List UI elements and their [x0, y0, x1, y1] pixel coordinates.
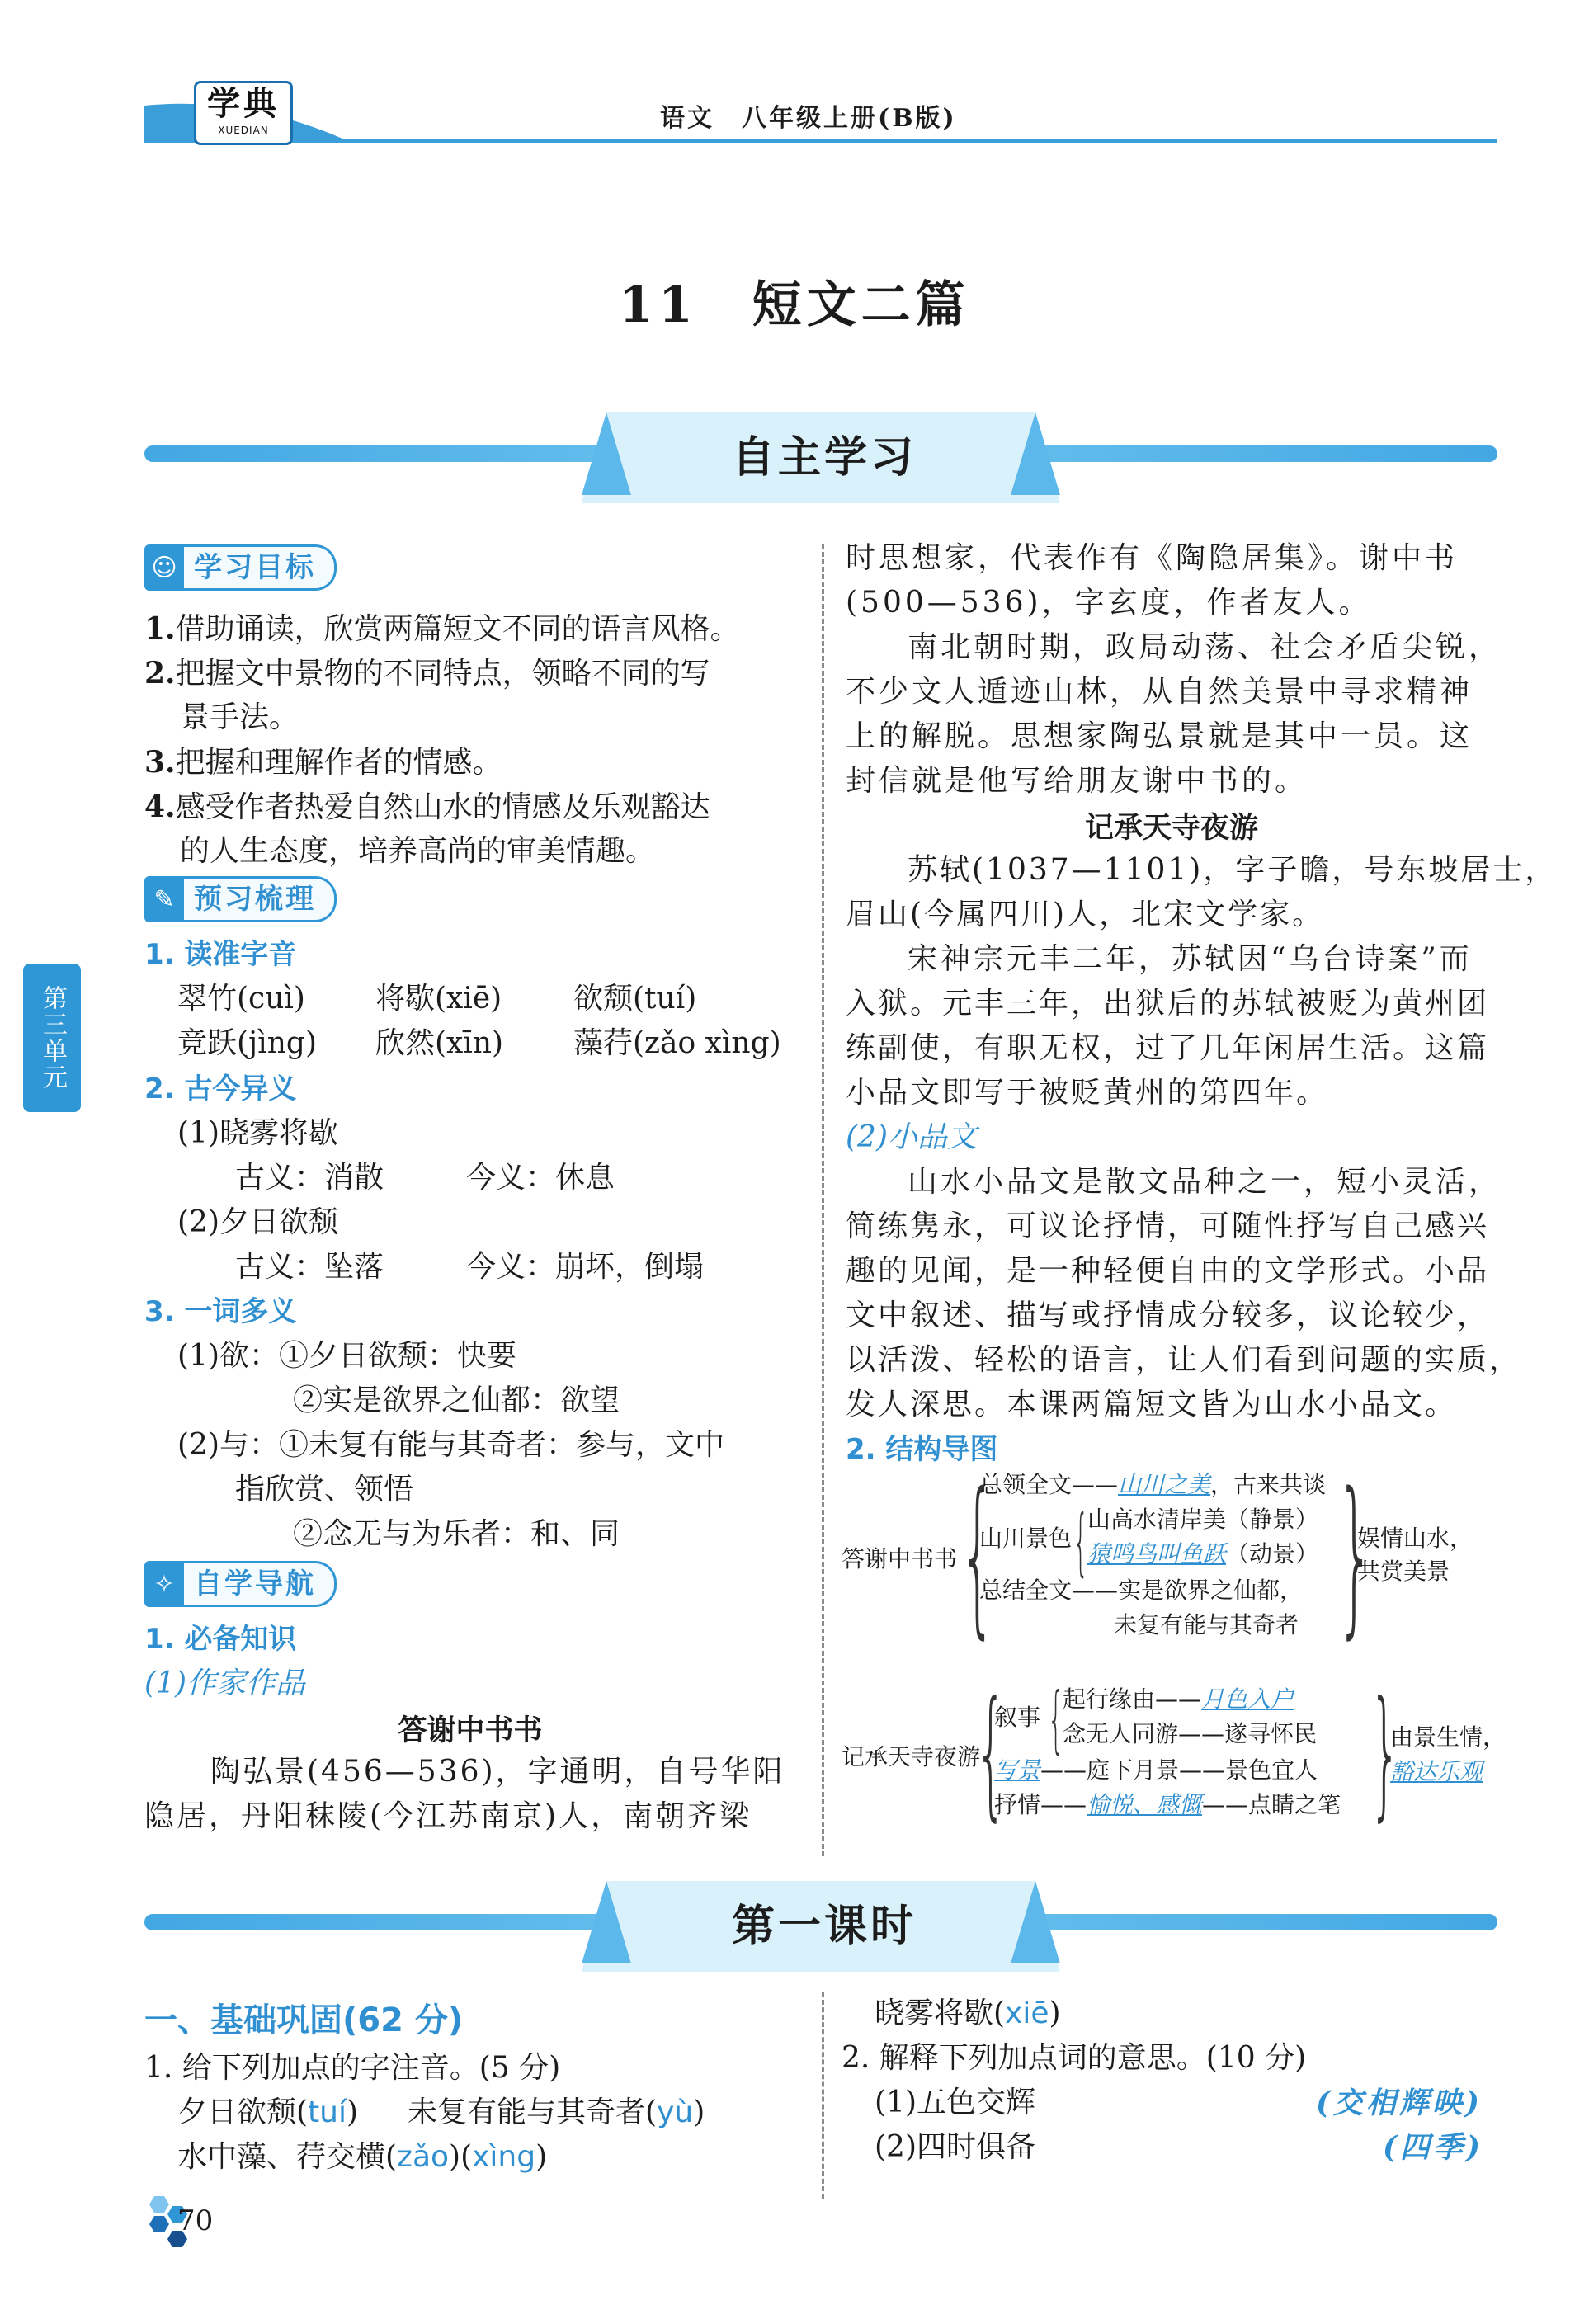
logo-text: 学典	[207, 84, 280, 123]
banner-title: 自主学习	[732, 432, 917, 483]
paragraph-line: 文中叙述、描写或抒情成分较多，议论较少，	[846, 1299, 1490, 1332]
pinyin-item: 竞跃(jìng)	[177, 1026, 317, 1060]
map-summary: 总结全文——实是欲界之仙都，	[979, 1577, 1304, 1604]
question-1-row-2	[177, 2135, 547, 2180]
banner-title: 第一课时	[732, 1901, 917, 1951]
q-text: )	[1049, 1996, 1061, 2030]
q-text: 夕日欲颓(	[177, 2095, 309, 2129]
map-text: 抒情——	[994, 1791, 1087, 1818]
brace: {	[1073, 1499, 1089, 1584]
badge-learning-goals	[144, 544, 337, 591]
badge-label: 自学导航	[184, 1561, 337, 1607]
polysemy-line: 指欣赏、领悟	[235, 1473, 414, 1506]
map-answer: 愉悦、感慨	[1087, 1791, 1203, 1818]
pencil-icon: ✎	[144, 876, 184, 922]
badge-label: 预习梳理	[184, 876, 337, 922]
mind-map-2	[842, 1671, 1506, 1848]
question-2-answer-2: (四季)	[1383, 2130, 1484, 2165]
paragraph-line: 宋神宗元丰二年，苏轼因“乌台诗案”而	[908, 942, 1473, 976]
map-narrate-1	[1063, 1683, 1294, 1716]
person-icon: ☺	[144, 544, 184, 591]
ancient-title: 2. 古今异义	[144, 1072, 297, 1105]
book-title: 语文 八年级上册(B版)	[660, 104, 957, 133]
unit-side-tab: 第三单元	[23, 964, 81, 1112]
ancient-meaning-1	[235, 1156, 615, 1200]
map-answer: 写景	[994, 1756, 1041, 1784]
map-describe	[994, 1754, 1318, 1787]
paragraph-line: 小品文即写于被贬黄州的第四年。	[846, 1076, 1329, 1110]
polysemy-line: ②念无与为乐者：和、同	[293, 1517, 620, 1551]
ancient-item-2: (2)夕日欲颓	[177, 1205, 338, 1239]
header-rule	[144, 139, 1497, 143]
map-root: 答谢中书书	[842, 1545, 958, 1572]
brace: {	[1048, 1676, 1064, 1761]
author-works-title: (1)作家作品	[144, 1666, 305, 1700]
paragraph-line: 不少文人遁迹山林，从自然美景中寻求精神	[846, 675, 1473, 709]
old-meaning: 古义：消散	[235, 1161, 384, 1195]
map-text: 总领全文——	[979, 1471, 1119, 1498]
map-summary-cont: 未复有能与其奇者	[1114, 1611, 1299, 1638]
goal-2-cont: 景手法。	[180, 700, 299, 734]
paragraph-line: 发人深思。本课两篇短文皆为山水小品文。	[846, 1388, 1458, 1421]
pinyin-item: 翠竹(cuì)	[177, 982, 305, 1016]
paragraph-line: 山水小品文是散文品种之一，短小灵活，	[908, 1165, 1502, 1199]
polysemy-line: ②实是欲界之仙都：欲望	[293, 1384, 620, 1417]
paragraph-line: 入狱。元丰三年，出狱后的苏轼被贬为黄州团	[846, 987, 1490, 1021]
paragraph-line: 趣的见闻，是一种轻便自由的文学形式。小品	[846, 1254, 1490, 1288]
reading-title: 1. 读准字音	[144, 938, 297, 971]
badge-self-study-nav	[144, 1561, 337, 1607]
goal-2	[144, 651, 710, 696]
brace-close: }	[1370, 1671, 1401, 1835]
goal-1	[144, 606, 740, 652]
map-answer: 猿鸣鸟叫鱼跃	[1087, 1540, 1227, 1567]
paragraph-line: 隐居，丹阳秣陵(今江苏南京)人，南朝齐梁	[144, 1799, 752, 1833]
telescope-icon: ✧	[144, 1561, 184, 1607]
goal-4-cont: 的人生态度，培养高尚的审美情趣。	[180, 834, 656, 868]
work-title: 答谢中书书	[398, 1714, 543, 1747]
section-banner-lesson-one	[144, 1864, 1497, 1988]
question-1-row-3	[875, 1992, 1061, 2036]
q-text: 晓雾将歇(	[875, 1996, 1006, 2030]
goal-num: 4.	[144, 790, 176, 824]
goal-num: 1.	[144, 611, 176, 646]
q-text: )	[535, 2140, 548, 2174]
new-meaning: 今义：崩坏，倒塌	[466, 1250, 705, 1284]
page-number: 70	[177, 2204, 214, 2237]
polysemy-line: (1)欲：①夕日欲颓：快要	[177, 1339, 516, 1373]
paragraph-line: 南北朝时期，政局动荡、社会矛盾尖锐，	[908, 630, 1502, 664]
mind-map-1	[842, 1456, 1502, 1658]
map-text: ——点睛之笔	[1202, 1791, 1341, 1818]
paragraph-line: 时思想家，代表作有《陶隐居集》。谢中书	[846, 541, 1459, 575]
q-answer: xiē	[1005, 1996, 1049, 2030]
polysemy-line: (2)与：①未复有能与其奇者：参与，文中	[177, 1428, 724, 1462]
goal-num: 3.	[144, 745, 176, 780]
q-text: 未复有能与其奇者(	[408, 2095, 658, 2129]
brace: {	[975, 1671, 1007, 1835]
pinyin-item: 将歇(xiē)	[375, 982, 502, 1016]
logo-subtext: XUEDIAN	[218, 125, 269, 136]
map-narrate: 叙事	[994, 1704, 1041, 1731]
q-text: 水中藻、荇交横(	[177, 2140, 398, 2174]
lesson-title: 11 短文二篇	[619, 276, 970, 334]
goal-text: 感受作者热爱自然山水的情感及乐观豁达	[175, 790, 710, 824]
paragraph-line: 眉山(今属四川)人，北宋文学家。	[846, 898, 1325, 931]
q-answer: yù	[657, 2095, 694, 2129]
structure-title: 2. 结构导图	[846, 1433, 998, 1466]
goal-3	[144, 740, 502, 785]
pinyin-row-2	[177, 1021, 781, 1066]
map-text: 由景生情，	[1390, 1723, 1506, 1751]
publisher-logo	[194, 81, 293, 145]
map-text: 起行缘由——	[1063, 1685, 1202, 1713]
map-answer: 山川之美	[1118, 1471, 1211, 1498]
map-answer: 月色入户	[1201, 1685, 1294, 1713]
map-text: （动景）	[1226, 1540, 1319, 1567]
map-text: ，古来共谈	[1210, 1471, 1327, 1498]
badge-preview	[144, 876, 337, 922]
section-banner-self-study	[144, 396, 1497, 520]
q-text: )	[693, 2095, 705, 2129]
question-2-title: 2. 解释下列加点词的意思。(10 分)	[842, 2041, 1307, 2075]
q-answer: zǎo	[397, 2140, 450, 2174]
polysemy-title: 3. 一词多义	[144, 1295, 297, 1328]
map-root: 记承天寺夜游	[842, 1743, 981, 1770]
paragraph-line: 上的解脱。思想家陶弘景就是其中一员。这	[846, 719, 1473, 753]
essay-title: (2)小品文	[846, 1120, 977, 1154]
brace: {	[959, 1456, 997, 1654]
paragraph-line: 封信就是他写给朋友谢中书的。	[846, 764, 1308, 798]
q-answer: tuí	[308, 2095, 347, 2129]
map-overview	[979, 1468, 1326, 1501]
goal-4	[144, 785, 710, 830]
map-answer: 豁达乐观	[1390, 1758, 1483, 1785]
question-2-answer-1: (交相辉映)	[1316, 2086, 1483, 2120]
map-text: 娱情山水，	[1357, 1525, 1473, 1552]
pinyin-item: 藻荇(zǎo xìng)	[573, 1026, 781, 1060]
map-scene-dynamic	[1087, 1538, 1318, 1571]
exercise-section-title: 一、基础巩固(62 分)	[144, 2001, 464, 2039]
paragraph-line: 陶弘景(456—536)，字通明，自号华阳	[210, 1755, 785, 1789]
pinyin-item: 欲颓(tuí)	[573, 982, 697, 1016]
question-2-item-2: (2)四时俱备	[875, 2130, 1035, 2164]
badge-label: 学习目标	[184, 544, 337, 591]
paragraph-line: 练副使，有职无权，过了几年闲居生活。这篇	[846, 1031, 1490, 1065]
ancient-item-1: (1)晓雾将歇	[177, 1116, 338, 1150]
question-1-row-1	[177, 2091, 705, 2135]
question-1-title: 1. 给下列加点的字注音。(5 分)	[144, 2051, 561, 2085]
map-result	[1390, 1720, 1506, 1789]
q-text: )	[346, 2095, 359, 2129]
column-divider	[822, 1992, 824, 2199]
map-text: 共赏美景	[1357, 1558, 1450, 1585]
map-narrate-2: 念无人同游——遂寻怀民	[1063, 1720, 1318, 1747]
map-scene-static: 山高水清岸美（静景）	[1087, 1506, 1319, 1533]
goal-num: 2.	[144, 656, 176, 691]
q-text: )(	[449, 2140, 473, 2174]
goal-text: 借助诵读，欣赏两篇短文不同的语言风格。	[175, 612, 740, 646]
new-meaning: 今义：休息	[466, 1161, 615, 1195]
map-result	[1357, 1522, 1473, 1588]
column-divider	[822, 544, 824, 1856]
work-title: 记承天寺夜游	[1084, 812, 1258, 845]
paragraph-line: (500—536)，字玄度，作者友人。	[846, 586, 1372, 620]
old-meaning: 古义：坠落	[235, 1250, 384, 1284]
map-scenery: 山川景色	[979, 1525, 1073, 1552]
brace-close: }	[1337, 1456, 1374, 1654]
paragraph-line: 苏轼(1037—1101)，字子瞻，号东坡居士，	[908, 853, 1558, 887]
pinyin-row-1	[177, 977, 696, 1021]
map-lyric	[994, 1789, 1341, 1822]
map-text: ——庭下月景——景色宜人	[1040, 1756, 1318, 1784]
goal-text: 把握和理解作者的情感。	[175, 746, 502, 780]
pinyin-item: 欣然(xīn)	[375, 1026, 504, 1060]
ancient-meaning-2	[235, 1245, 704, 1289]
goal-text: 把握文中景物的不同特点，领略不同的写	[175, 657, 710, 691]
paragraph-line: 以活泼、轻松的语言，让人们看到问题的实质，	[846, 1343, 1522, 1377]
paragraph-line: 简练隽永，可议论抒情，可随性抒写自己感兴	[846, 1209, 1490, 1243]
knowledge-title: 1. 必备知识	[144, 1623, 297, 1656]
q-answer: xìng	[472, 2140, 536, 2174]
question-2-item-1: (1)五色交辉	[875, 2086, 1035, 2119]
